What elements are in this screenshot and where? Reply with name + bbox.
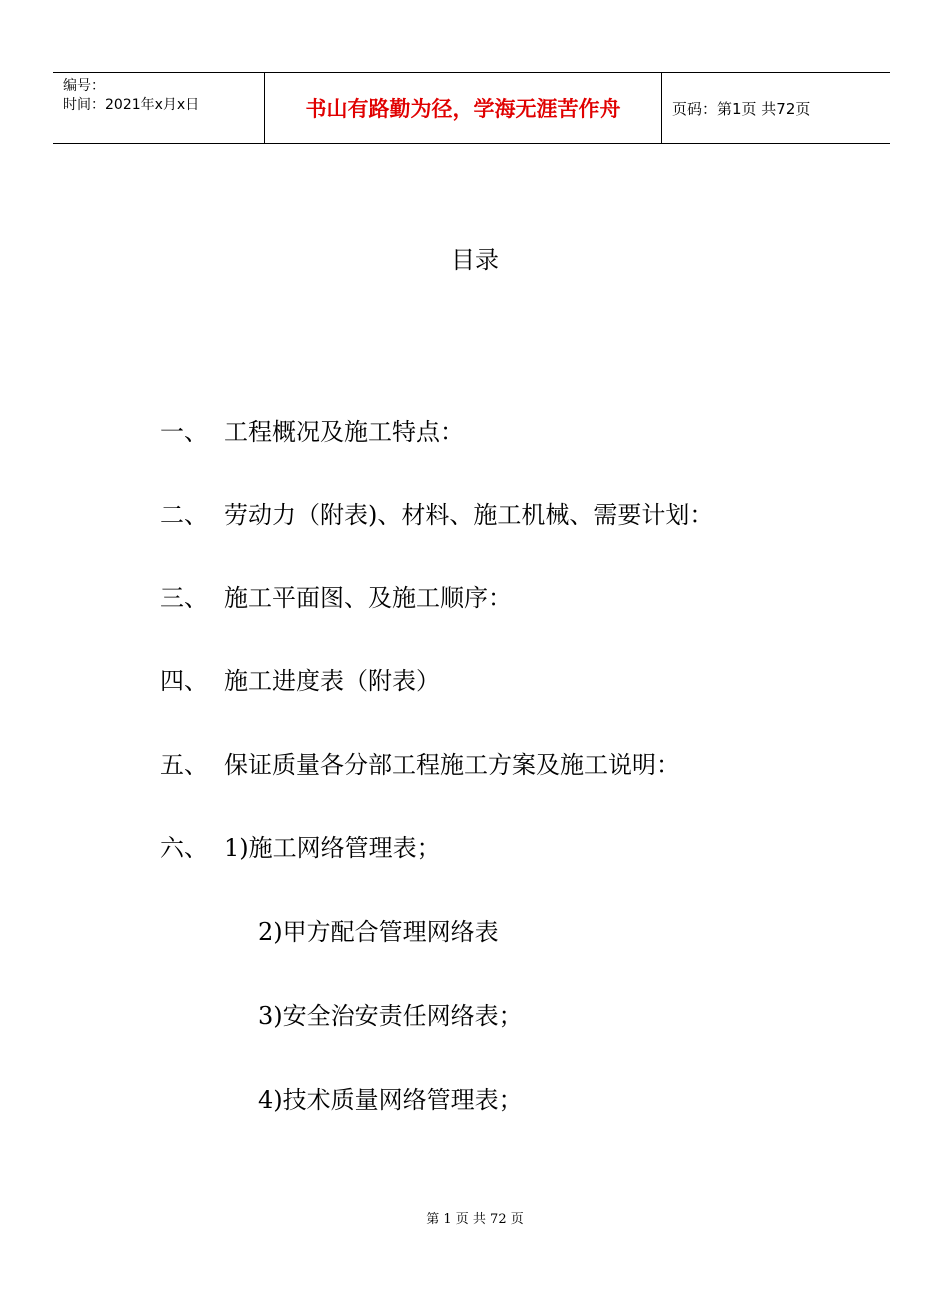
toc-item xyxy=(160,745,680,780)
toc-item-text: 保证质量各分部工程施工方案及施工说明： xyxy=(224,751,680,779)
toc-item-text: 施工平面图、及施工顺序： xyxy=(224,584,512,612)
toc-item-text: 劳动力（附表)、材料、施工机械、需要计划： xyxy=(224,501,714,529)
toc-item-number: 四、 xyxy=(160,667,208,695)
toc-item-text: 3)安全治安责任网络表； xyxy=(258,1002,523,1030)
toc-item-text: 4)技术质量网络管理表； xyxy=(258,1086,523,1114)
serial-number-label: 编号： xyxy=(63,78,105,94)
date-label: 时间：2021年x月x日 xyxy=(63,97,200,113)
page-title: 目录 xyxy=(451,246,499,274)
toc-item xyxy=(160,661,440,696)
toc-item-text: 1)施工网络管理表； xyxy=(224,834,441,862)
toc-item-number: 三、 xyxy=(160,584,208,612)
toc-item xyxy=(160,578,512,613)
toc-subitem xyxy=(258,912,499,947)
header-meta xyxy=(53,73,265,143)
toc-subitem xyxy=(258,996,523,1031)
toc-item-number: 二、 xyxy=(160,501,208,529)
toc-item-text: 工程概况及施工特点： xyxy=(224,418,464,446)
toc-item xyxy=(160,412,464,447)
header-motto: 书山有路勤为径，学海无涯苦作舟 xyxy=(265,73,662,143)
toc-item xyxy=(160,828,441,863)
toc-item-number: 一、 xyxy=(160,418,208,446)
page-footer: 第 1 页 共 72 页 xyxy=(426,1212,524,1227)
toc-item-text: 施工进度表（附表） xyxy=(224,667,440,695)
header-page-info: 页码：第1页 共72页 xyxy=(672,99,811,118)
toc-subitem xyxy=(258,1080,523,1115)
toc-item xyxy=(160,495,713,530)
toc-item-number: 五、 xyxy=(160,751,208,779)
toc-item-text: 2)甲方配合管理网络表 xyxy=(258,918,499,946)
toc-item-number: 六、 xyxy=(160,834,208,862)
page-header xyxy=(53,72,890,144)
